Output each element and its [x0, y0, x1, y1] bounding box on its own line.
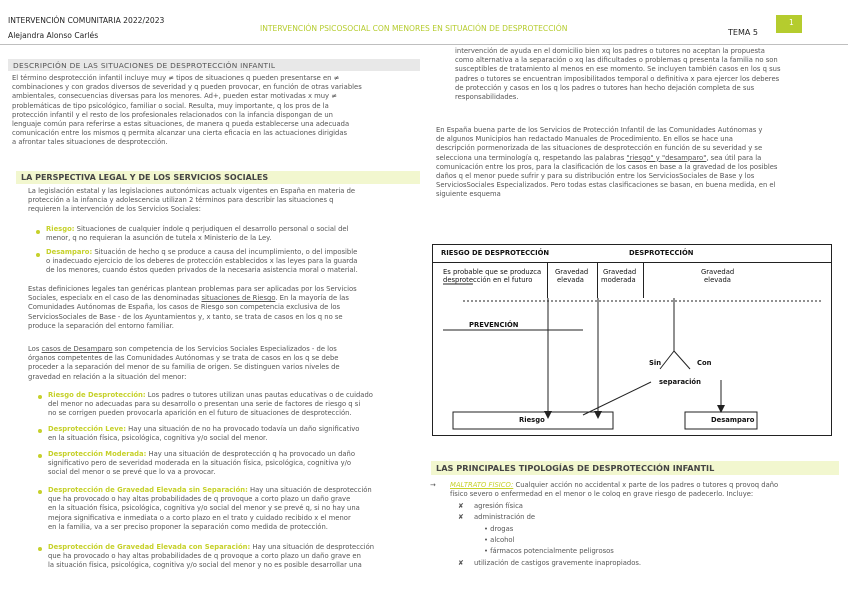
riesgo-box: [453, 412, 613, 429]
gravedad-moderada: moderada: [601, 276, 636, 284]
author-label: Alejandra Alonso Carlés: [8, 31, 99, 40]
casos-desamparo-link: casos de Desamparo: [41, 345, 113, 353]
level-line: social del menor o se prevé que lo va a provocar.: [48, 468, 216, 477]
sin-label: Sin: [649, 359, 662, 367]
spain-line: de algunos Municipios han redactado Manuales de Procedimiento. En ellos se hace una: [436, 135, 733, 144]
text-line: de protección y casos en los q los padres o tutores han hecho dejación completa de sus: [455, 83, 755, 92]
right-continuation: [455, 47, 835, 102]
riesgo-desamparo-terms: "riesgo" y "desamparo": [626, 153, 707, 162]
desamparo-label: Desamparo:: [46, 248, 93, 256]
course-label: INTERVENCIÓN COMUNITARIA 2022/2023: [8, 16, 165, 25]
level-line: Hay una situación de desprotección: [250, 543, 375, 551]
section1-heading: DESCRIPCIÓN DE LAS SITUACIONES DE DESPROTECCIÓN INFANTIL: [13, 61, 276, 70]
text-line: combinaciones y con grados diversos de severidad y q pueden provocar, en función de otras variables: [12, 83, 362, 92]
level-bullet: [38, 395, 42, 399]
spain-line: En España buena parte de los Servicios de Protección Infantil de las Comunidades Autónomas y: [436, 126, 763, 134]
con-branch: [674, 351, 690, 369]
maltrato-label: MALTRATO FÍSICO:: [450, 481, 514, 489]
section3-heading-bar: [431, 461, 839, 475]
level-label: Riesgo de Desprotección:: [48, 391, 146, 399]
spain-line: selecciona una terminología q, respetando las palabras: [436, 153, 627, 162]
p2-line: Comunidades Autónomas de España, los casos de Riesgo son competencia exclusiva de los: [28, 303, 341, 312]
p2-line: Sociales, especialx en el caso de las denominadas: [28, 294, 202, 303]
level-label: Desprotección Leve:: [48, 425, 127, 433]
spain-line: , sea útil para la: [706, 153, 762, 162]
maltrato-line: físico severo o enfermedad en el menor o le coloq en grave riesgo de padecerlo. Incluye:: [450, 490, 754, 499]
section1-paragraph: [12, 74, 416, 148]
sin-branch: [660, 351, 674, 369]
p3-line: órganos competentes de las Comunidades Autónomas y se trata de casos en los q se debe: [28, 354, 339, 363]
level-line: en la situación física, psicológica, cognitiva y/o social del menor y se prevé q, si no hay una: [48, 504, 360, 513]
text-line: como alternativa a la separación o xq las dificultades o problemas q presenta la familia no son: [455, 56, 778, 65]
es-probable-text: desprotección en el futuro: [443, 276, 533, 284]
level-line: que ha provocado o hay altas probabilidades de q provoque a corto plazo un daño grave en: [48, 552, 361, 561]
situaciones-riesgo-link: situaciones de Riesgo: [201, 294, 276, 303]
text-line: comunicación entre los mismos q permita alcanzar una cierta eficacia en las actuaciones dirigidas: [12, 129, 348, 138]
desamparo-bullet: [36, 253, 40, 257]
spain-line: descripción pormenorizada de las situaciones de desprotección en función de su severidad y se: [436, 144, 763, 153]
riesgo-header: RIESGO DE DESPROTECCIÓN: [441, 249, 550, 257]
level-label: Desprotección de Gravedad Elevada sin Separación:: [48, 486, 248, 494]
level-line: Hay una situación de desprotección q ha provocado un daño: [146, 450, 356, 458]
level-line: del menor no adecuadas para su desarrollo o presentan una serie de factores de riesgo q si: [48, 400, 361, 409]
text-line: lenguaje común para referirse a estas situaciones, de manera q pueda establecerse una adecuada: [12, 120, 350, 129]
level-label: Desprotección Moderada:: [48, 450, 147, 458]
spain-paragraph: [436, 126, 834, 200]
riesgo-label: Riesgo:: [46, 225, 75, 233]
desamparo-line: de los menores, cuando éstos queden privados de la necesaria asistencia moral o material.: [46, 266, 358, 275]
spain-line: ServiciosSociales Especializados. Pero todas estas clasificaciones se basan, en buena medida, en el: [436, 181, 776, 190]
level-line: Los padres o tutores utilizan unas pautas educativas o de cuidado: [145, 391, 373, 399]
text-line: padres o tutores se encuentran imposibilitados temporal o definitiva x para ejercer los deberes: [455, 74, 780, 83]
section2-paragraph2: [28, 285, 420, 331]
sin-arrow-line: [583, 382, 651, 415]
text-line: intervención de ayuda en el domicilio bien xq los padres o tutores no aceptan la propuesta: [455, 47, 765, 55]
text-line: ambientales, consecuencias diversas para los menores. Ad+, pueden estar motivadas x muy ≠: [12, 92, 337, 101]
riesgo-definition: [46, 225, 420, 243]
section2-paragraph3: [28, 345, 420, 382]
riesgo-bullet: [36, 230, 40, 234]
text-line: susceptibles de tratamiento al menos en ese momento. Se incluyen también casos en los q sus: [455, 65, 781, 74]
p3-line: son competencia de los Servicios Sociales Especializados - de los: [112, 345, 337, 353]
p3-line: proceder a la separación del menor de su familia de origen. Se distinguen varios niveles de: [28, 363, 340, 372]
section2-heading-bar: [16, 171, 420, 184]
tema-label: TEMA 5: [728, 28, 758, 37]
gravedad-elevada-2: Gravedad: [701, 268, 735, 276]
level-line: no se corrigen pueden provocarla aparición en el futuro de situaciones de desprotección.: [48, 409, 352, 418]
list-item: agresión física: [474, 502, 523, 510]
level-line: mejora significativa e inmediata o a corto plazo en el trato y cuidado recibido x el menor: [48, 513, 351, 522]
gravedad-level: [48, 425, 420, 443]
spain-line: comunicación entre los pros, para la clasificación de los casos en base a la gravedad de los posibles: [436, 162, 778, 171]
text-line: problemáticas de tipo psicológico, familiar o social. Resulta, muy importante, q los pros de la: [12, 101, 329, 110]
desamparo-box-label: Desamparo: [711, 416, 755, 424]
level-line: Hay una situación de no ha provocado todavía un daño significativo: [126, 425, 360, 433]
text-line: requieren la intervención de los Servicios Sociales:: [28, 205, 201, 214]
es-probable-text: Es probable que se produzca: [443, 268, 542, 276]
p2-line: produce la separación del entorno familiar.: [28, 321, 174, 330]
list-item: administración de: [474, 513, 536, 521]
diagram-arrows: [433, 245, 831, 435]
maltrato-line: Cualquier acción no accidental x parte de los padres o tutores q provoq daño: [513, 481, 779, 489]
section2-intro: [28, 187, 420, 215]
con-label: Con: [697, 359, 712, 367]
sub-list-item: • alcohol: [484, 536, 515, 544]
text-line: responsabilidades.: [455, 93, 519, 102]
gravedad-moderada: Gravedad: [603, 268, 637, 276]
x-mark-icon: ✘: [458, 513, 464, 521]
level-bullet: [38, 454, 42, 458]
desproteccion-header: DESPROTECCIÓN: [629, 249, 694, 257]
text-line: protección infantil y el resto de los profesionales relacionados con la infancia dispongan de un: [12, 110, 333, 119]
desamparo-definition: [46, 248, 420, 276]
spain-line: daños q el menor puede sufrir y para su distribución entre los ServiciosSociales de Base y los: [436, 172, 755, 181]
text-line: El término desprotección infantil incluye muy ≠ tipos de situaciones q pueden presentarse en ≠: [12, 74, 340, 82]
x-mark-icon: ✘: [458, 502, 464, 510]
text-line: protección a la infancia y adolescencia utilizan 2 términos para describir las situaciones q: [28, 196, 334, 205]
level-line: en la familia, va a ser preciso proponer la separación como medida de protección.: [48, 522, 328, 531]
level-label: Desprotección de Gravedad Elevada con Separación:: [48, 543, 251, 551]
text-line: a afrontar tales situaciones de desprotección.: [12, 138, 168, 147]
level-bullet: [38, 490, 42, 494]
desamparo-line: Situación de hecho q se produce a causa del incumplimiento, o del imposible: [92, 248, 358, 256]
list-item: utilización de castigos gravemente inapropiados.: [474, 559, 642, 567]
gravedad-elevada-1: Gravedad: [555, 268, 589, 276]
riesgo-line: menor, q no requieran la asunción de tutela x Ministerio de la Ley.: [46, 234, 272, 243]
page-title: INTERVENCIÓN PSICOSOCIAL CON MENORES EN SITUACIÓN DE DESPROTECCIÓN: [260, 24, 568, 33]
level-line: Hay una situación de desprotección: [247, 486, 372, 494]
sub-list-item: • fármacos potencialmente peligrosos: [484, 547, 614, 555]
level-bullet: [38, 429, 42, 433]
maltrato-fisico-paragraph: [450, 481, 838, 499]
separacion-label: separación: [659, 378, 701, 386]
gravedad-level: [48, 543, 420, 571]
level-line: la situación física, psicológica, cognitiva y/o social del menor y no es posible desarrollar una: [48, 561, 362, 570]
gravedad-level: [48, 486, 420, 532]
level-bullet: [38, 547, 42, 551]
level-line: significativo pero de severidad moderada en la situación física, psicológica, cognitiva y/o: [48, 459, 352, 468]
gravedad-level: [48, 450, 420, 478]
level-line: en la situación física, psicológica, cognitiva y/o social del menor.: [48, 434, 268, 443]
riesgo-line: Situaciones de cualquier índole q perjudiquen el desarrollo personal o social del: [74, 225, 349, 233]
p2-line: . En la mayoría de las: [275, 294, 349, 303]
p3-line: gravedad en relación a la situación del menor:: [28, 372, 187, 381]
prevencion-label: PREVENCIÓN: [469, 321, 519, 329]
gravedad-elevada-1: elevada: [557, 276, 584, 284]
header-divider: [0, 44, 848, 45]
desamparo-line: o inadecuado ejercicio de los deberes de protección establecidos x las leyes para la guarda: [46, 257, 358, 266]
spain-line: siguiente esquema: [436, 190, 501, 199]
sub-list-item: • drogas: [484, 525, 514, 533]
gravedad-elevada-2: elevada: [704, 276, 731, 284]
section2-heading: LA PERSPECTIVA LEGAL Y DE LOS SERVICIOS SOCIALES: [21, 173, 269, 182]
desproteccion-diagram: [432, 244, 832, 436]
x-mark-icon: ✘: [458, 559, 464, 567]
text-line: La legislación estatal y las legislaciones autonómicas actualx vigentes en España en materia de: [28, 187, 356, 195]
gravedad-level: [48, 391, 420, 419]
p3-line: Los: [28, 345, 42, 353]
desamparo-box: [685, 412, 757, 429]
p2-line: ServiciosSociales de Base - de los Ayuntamientos y, x tanto, se trata de casos en los q no se: [28, 312, 343, 321]
level-line: que ha provocado o hay altas probabilidades de q provoque a corto plazo un daño grave: [48, 495, 351, 504]
page-number: 1: [789, 18, 794, 27]
section3-heading: LAS PRINCIPALES TIPOLOGÍAS DE DESPROTECCIÓN INFANTIL: [436, 463, 715, 473]
riesgo-box-label: Riesgo: [519, 416, 545, 424]
section1-heading-bar: [8, 59, 420, 71]
arrow-icon: →: [430, 481, 436, 489]
p2-line: Estas definiciones legales tan genéricas plantean problemas para ser aplicadas por los Servicios: [28, 285, 357, 293]
